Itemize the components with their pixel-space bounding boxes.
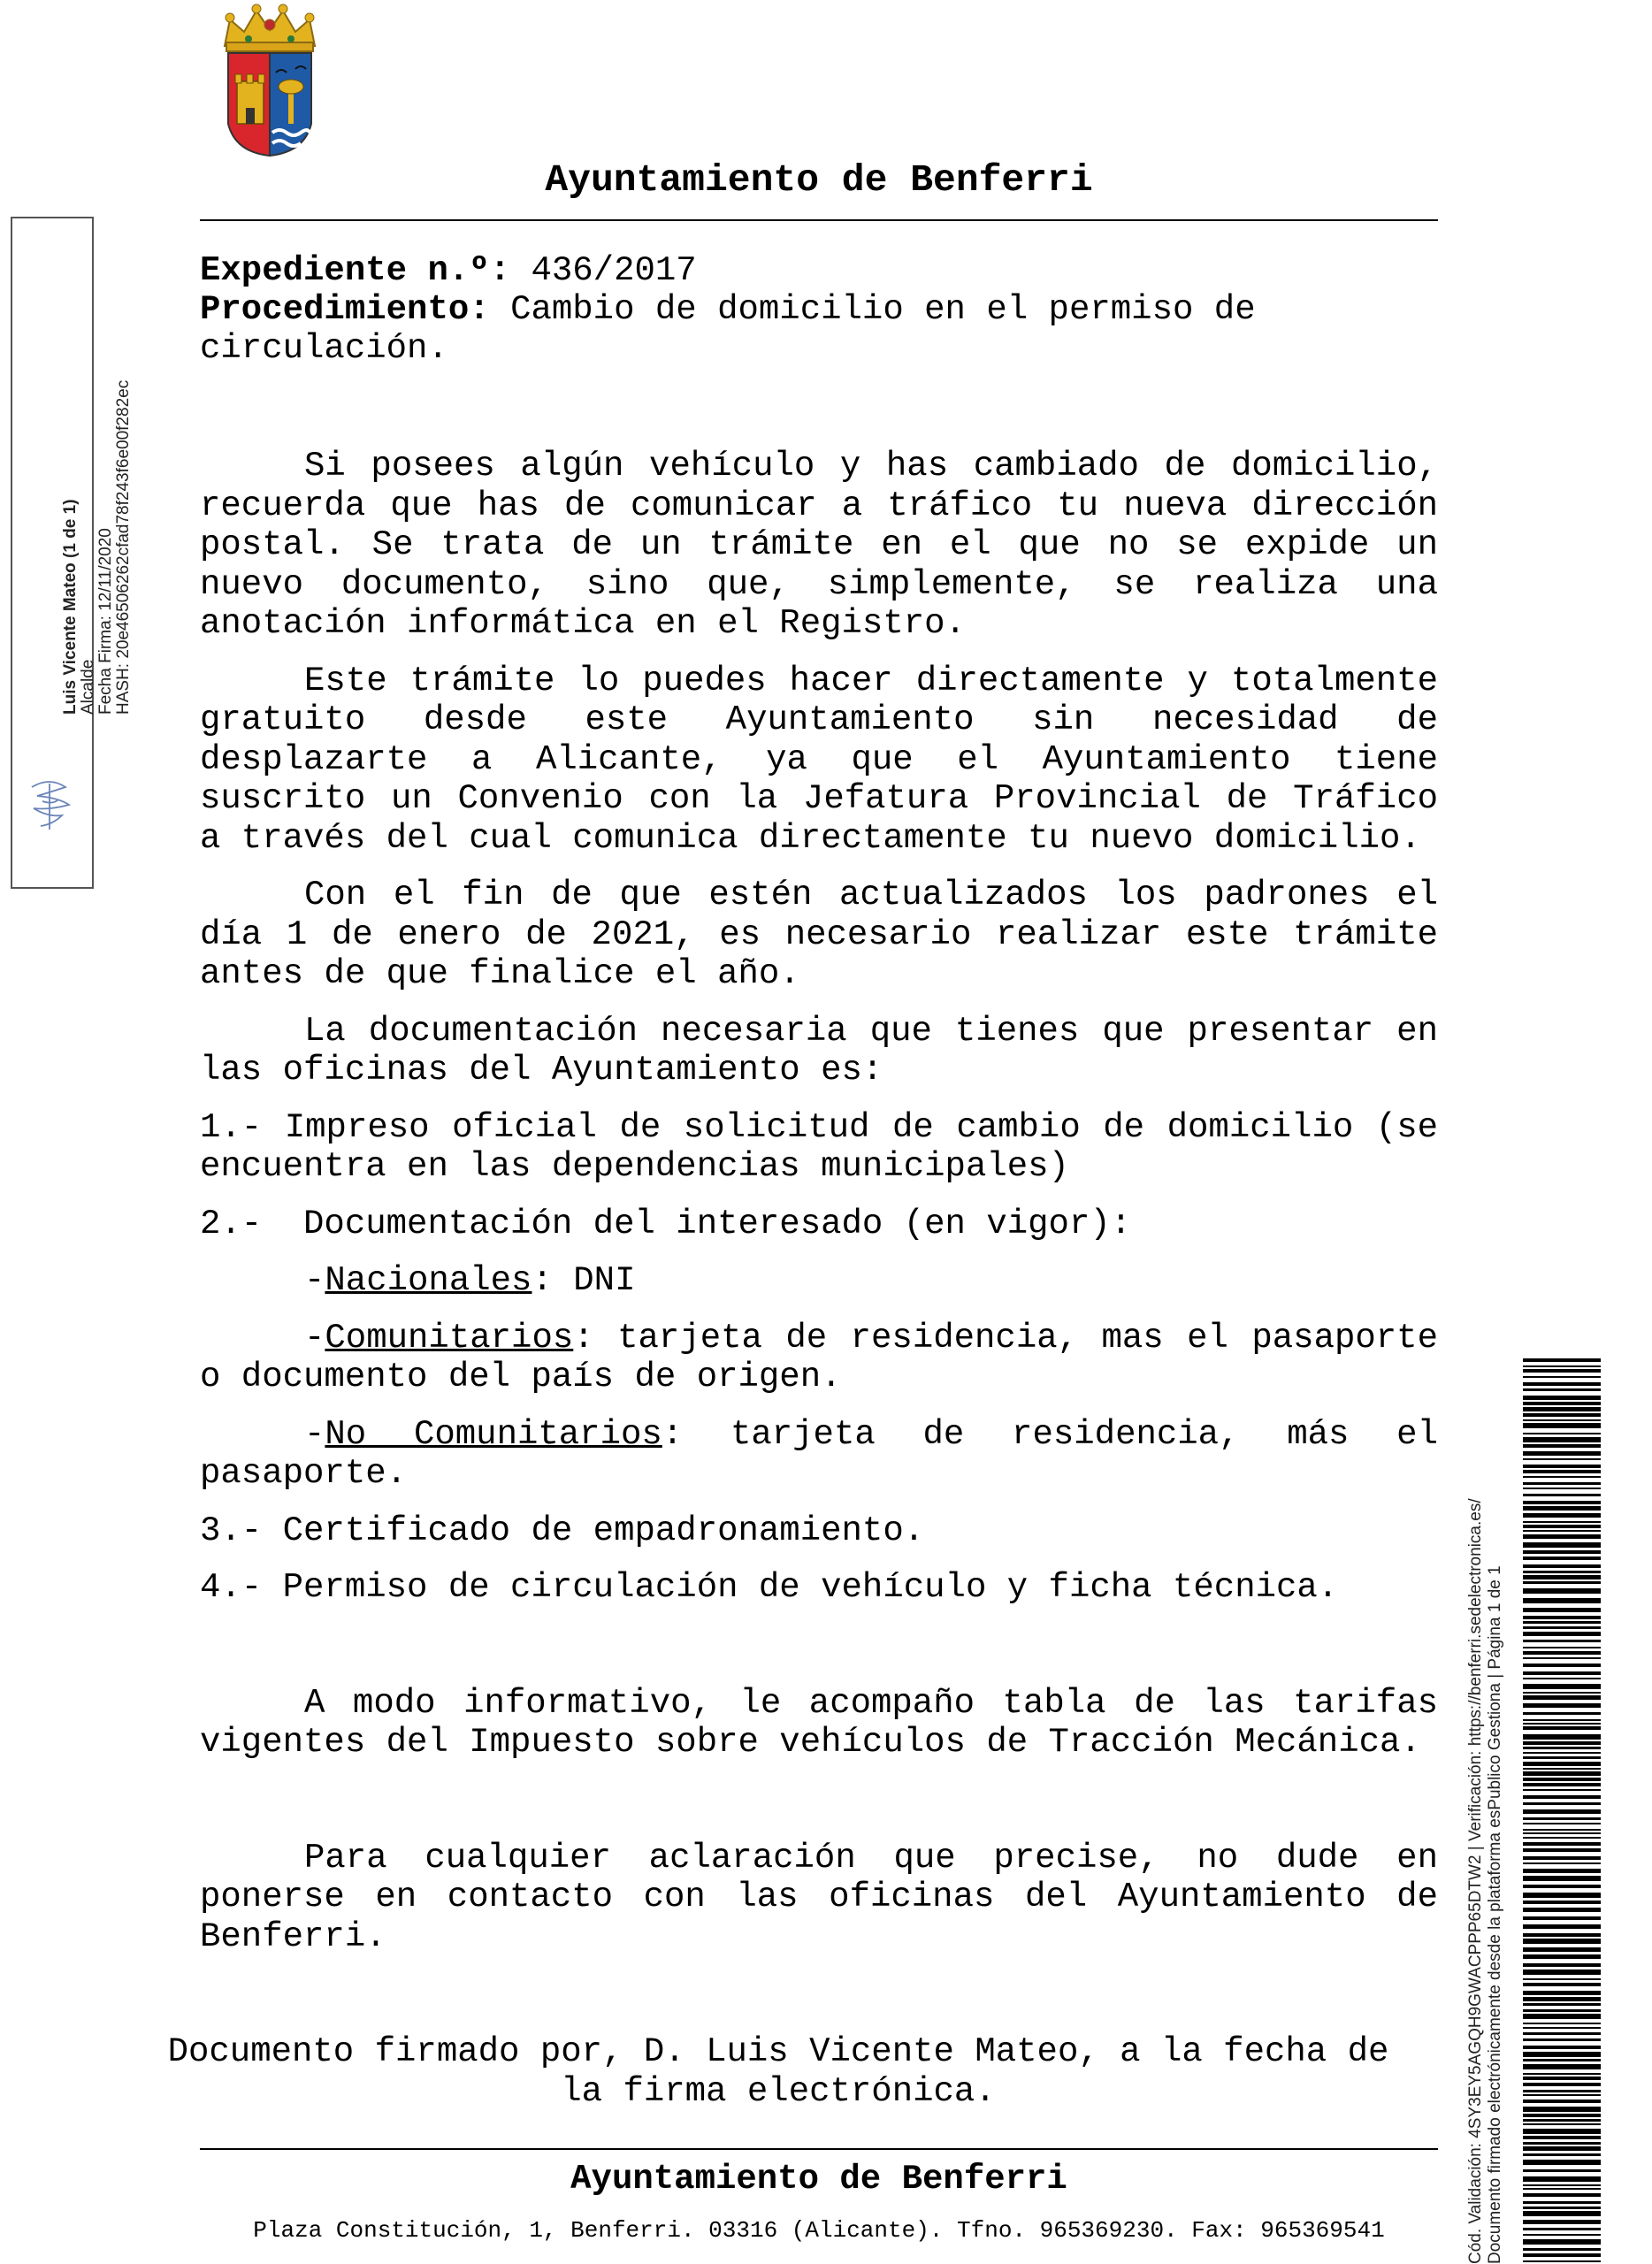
nacionales-label: Nacionales [325,1261,532,1300]
procedimiento-label: Procedimiento: [200,290,490,329]
verification-line-2: Documento firmado electrónicamente desde la plataforma esPublico Gestiona | Página 1 de 1 [1486,1565,1504,2264]
coat-of-arms-icon [218,0,322,159]
document-meta [200,251,1438,368]
signature-statement: Documento firmado por, D. Luis Vicente Mateo, a la fecha de la firma electrónica. [167,2032,1389,2111]
signer-role: Alcalde [79,659,97,715]
procedimiento-line [200,290,1438,368]
footer-divider [200,2148,1438,2150]
paragraph-padrones: Con el fin de que estén actualizados los padrones el día 1 de enero de 2021, es necesario realizar este trámite antes de que finalice el año. [200,876,1438,993]
verification-text [1466,1450,1537,2264]
footer-address: Plaza Constitución, 1, Benferri. 03316 (Alicante). Tfno. 965369230. Fax: 965369541 [253,2217,1385,2244]
signature-date: Fecha Firma: 12/11/2020 [96,528,115,715]
paragraph-documentacion: La documentación necesaria que tienes que presentar en las oficinas del Ayuntamiento es: [200,1011,1438,1090]
signature-hash: HASH: 20e46506262cfad78f243f6e00f282ec [114,379,133,715]
expediente-label: Expediente n.º: [200,251,511,290]
page-title: Ayuntamiento de Benferri [545,158,1093,202]
signature-stamp-text [62,184,141,715]
footer-title: Ayuntamiento de Benferri [570,2160,1067,2199]
list-item-documentacion: 2.- Documentación del interesado (en vigor): [200,1204,1132,1243]
list-item-permiso: 4.- Permiso de circulación de vehículo y ficha técnica. [200,1568,1339,1607]
header-divider [200,219,1438,221]
signer-name: Luis Vicente Mateo (1 de 1) [61,499,80,715]
list-item-impreso: 1.- Impreso oficial de solicitud de cambio de domicilio (se encuentra en las dependencias municipales) [200,1107,1438,1186]
paragraph-contacto: Para cualquier aclaración que precise, no dude en ponerse en contacto con las oficinas del Ayuntamiento de Benferri. [200,1838,1438,1956]
expediente-line [200,251,1438,290]
no-comunitarios-label: No Comunitarios [325,1414,662,1454]
no-comunitarios-text: : tarjeta de residencia, más el pasaporte. [200,1414,1438,1493]
procedimiento-value: Cambio de domicilio en el permiso de circulación. [200,290,1256,368]
sub-item-comunitarios: -Comunitarios: tarjeta de residencia, mas el pasaporte o documento del país de origen. [200,1318,1438,1396]
comunitarios-label: Comunitarios [325,1318,574,1358]
nacionales-text: : DNI [532,1261,636,1300]
list-item-empadronamiento: 3.- Certificado de empadronamiento. [200,1511,925,1550]
handwritten-signature-icon [23,775,78,833]
paragraph-convenio: Este trámite lo puedes hacer directamente y totalmente gratuito desde este Ayuntamiento sin necesidad de desplazarte a Alicante, ya que el Ayuntamiento tiene suscrito un Convenio con la Jefatura Provincial de Tráfico a través del cual comunica directamente tu nuevo domicilio. [200,661,1438,858]
verification-line-1: Cód. Validación: 4SY3EY5AGQH9GWACPPP65DTW2 | Verificación: https://benferri.sedelectronica.es/ [1466,1498,1485,2264]
expediente-value: 436/2017 [531,251,697,290]
paragraph-vehicle: Si posees algún vehículo y has cambiado de domicilio, recuerda que has de comunicar a tráfico tu nueva dirección postal. Se trata de un trámite en el que no se expide un nuevo documento, sino que, simplemente, se realiza una anotación informática en el Registro. [200,447,1438,643]
paragraph-tarifas: A modo informativo, le acompaño tabla de las tarifas vigentes del Impuesto sobre vehículos de Tracción Mecánica. [200,1683,1438,1762]
document-body [167,447,1438,2129]
sub-item-no-comunitarios: -No Comunitarios: tarjeta de residencia, más el pasaporte. [200,1414,1438,1493]
sub-item-nacionales: -Nacionales: DNI [304,1261,636,1300]
comunitarios-text: : tarjeta de residencia, mas el pasaporte o documento del país de origen. [200,1318,1438,1396]
